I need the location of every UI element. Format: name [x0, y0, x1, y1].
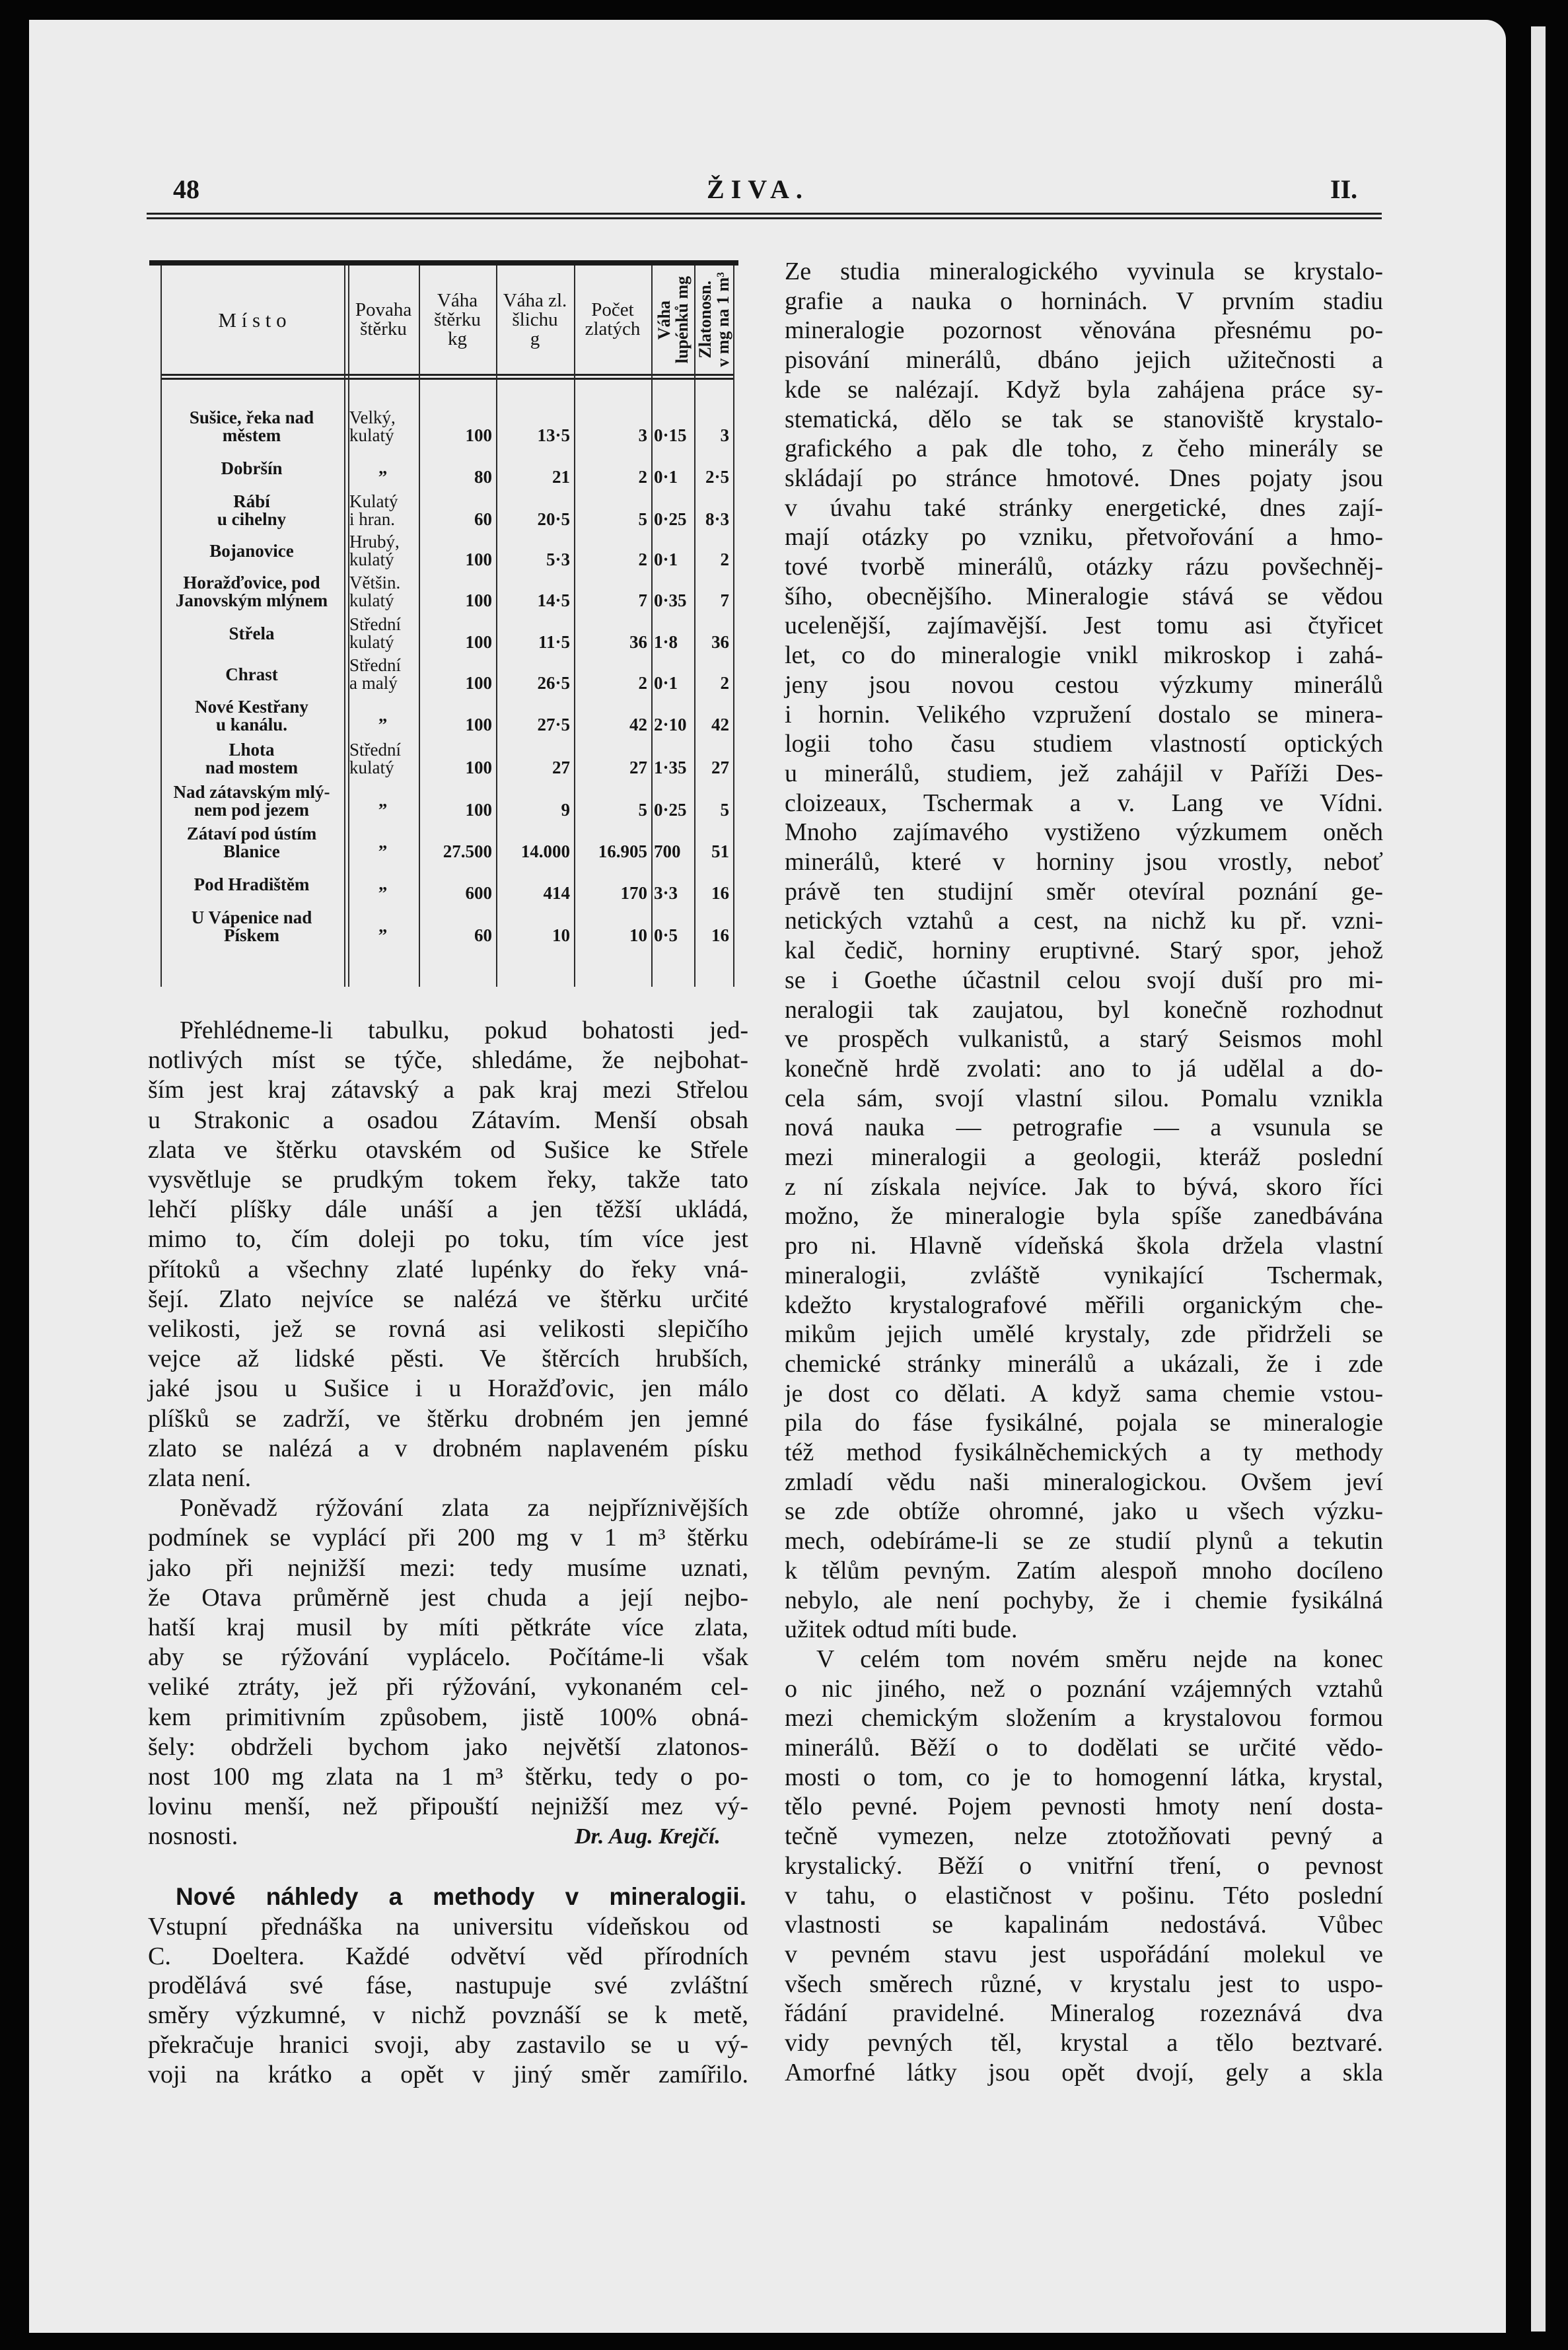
text-line: nebylo, ale není pochyby, že i chemie fysikálná	[785, 1586, 1383, 1614]
table-cell-location: Lhota nad mostem	[205, 740, 299, 777]
table-cell: 5	[638, 509, 647, 529]
table-cell-location: Zátaví pod ústím Blanice	[186, 824, 317, 861]
table-cell: 21	[552, 467, 570, 487]
text-line: kde se nalézají. Když byla zahájena práce sy-	[785, 375, 1383, 404]
table-cell: ”	[378, 800, 388, 820]
text-line: neralogii tak zaujatou, byl konečně rozhodnut	[785, 995, 1383, 1024]
text-line: zlata není.	[148, 1464, 252, 1492]
text-line: z ní získala nejvíce. Jak to bývá, skoro říci	[785, 1172, 1383, 1201]
text-line: mají otázky po vzniku, přetvořování a hmo-	[785, 523, 1383, 552]
table-cell: 100	[465, 632, 492, 652]
text-line: mosti o tom, co je to homogenní látka, krystal,	[785, 1763, 1383, 1791]
text-line: kdežto krystalografové měřili organickým che-	[785, 1291, 1383, 1319]
text-line: mezi chemickým složením a krystalovou formou	[785, 1704, 1383, 1732]
table-cell: 414	[543, 883, 570, 903]
text-line: jako při nejnižší mezi: tedy musíme uznati,	[148, 1553, 748, 1582]
table-cell: 0·1	[654, 467, 678, 487]
text-line: mineralogii, zvláště vynikající Tschermak,	[785, 1261, 1383, 1289]
text-line: netických vztahů a cest, na nichž ku př. vzni-	[785, 907, 1383, 935]
table-cell: 27	[711, 758, 729, 777]
text-line: vejce až lidské pěsti. Ve štěrcích hrubších,	[148, 1345, 748, 1373]
text-line: velikosti, jež se rovná asi velikosti slepičího	[148, 1315, 748, 1343]
text-line: Přehlédneme-li tabulku, pokud bohatosti jed-	[180, 1016, 748, 1044]
table-cell: 5	[720, 800, 729, 820]
table-header-cell: M í s t o	[218, 308, 287, 332]
table-cell: 16	[711, 883, 729, 903]
table-cell: 0·35	[654, 590, 687, 610]
page-edge-strip	[1531, 26, 1546, 2332]
table-cell: 27·5	[537, 715, 570, 734]
table-cell: ”	[378, 883, 388, 903]
table-cell: ”	[378, 925, 388, 945]
text-line: logii toho času studiem vlastností optických	[785, 730, 1383, 758]
table-cell-location: Rábí u cihelny	[217, 491, 287, 529]
text-line: kem primitivním způsobem, jistě 100% obná-	[148, 1703, 748, 1731]
table-cell: 100	[465, 550, 492, 569]
table-cell: 100	[465, 425, 492, 445]
table-cell-location: Sušice, řeka nad městem	[189, 408, 314, 445]
text-line: zmladí vědu naši mineralogickou. Ovšem jeví	[785, 1468, 1383, 1496]
table-cell: ”	[378, 715, 388, 734]
text-line: jeny jsou novou cestou výzkumy minerálů	[785, 670, 1383, 699]
text-line: též method fysikálněchemických a ty methody	[785, 1439, 1383, 1466]
table-cell: 7	[720, 590, 729, 610]
table-cell: 60	[474, 925, 492, 945]
table-cell: 2	[720, 673, 729, 693]
text-line: voji na krátko a opět v jiný směr zamířilo.	[148, 2060, 748, 2088]
table-cell: 42	[711, 715, 729, 734]
text-line: právě ten studijní směr otevíral poznání ge-	[785, 877, 1383, 906]
text-line: v úvahu také stránky energetické, dnes zají-	[785, 493, 1383, 522]
table-cell: 2·10	[654, 715, 687, 734]
text-line: u Strakonic a osadou Zátavím. Menší obsah	[148, 1106, 748, 1134]
table-cell: 2	[638, 550, 647, 569]
text-line: je dost co dělati. A když sama chemie vstou-	[785, 1379, 1383, 1407]
table-cell: 2	[638, 467, 647, 487]
text-line: překračuje hranici svoji, aby zastavilo se u vý-	[148, 2030, 748, 2059]
text-line: minerálů. Běží o to dodělati se určité vědo-	[785, 1734, 1383, 1762]
text-line: jaké jsou u Sušice i u Horažďovic, jen málo	[148, 1374, 748, 1403]
table-cell: 1·35	[654, 758, 687, 777]
text-line: hatší kraj musil by míti pětkráte více zlata,	[148, 1614, 748, 1641]
text-line: notlivých míst se týče, shledáme, že nejbohat-	[148, 1046, 748, 1075]
text-line: vidy pevných těl, krystal a tělo beztvaré.	[785, 2029, 1383, 2057]
table-cell: 16	[711, 925, 729, 945]
text-line: všech směrech různé, v krystalu jest to uspo-	[785, 1970, 1383, 1998]
text-line: že Otava průměrně jest chuda a její nejbo-	[148, 1583, 748, 1612]
text-line: ucelenější, zajímavější. Jest tomu asi čtyřicet	[785, 612, 1383, 640]
text-line: stematická, dělo se tak se stanoviště krystalo-	[785, 405, 1383, 433]
text-line: V celém tom novém směru nejde na konec	[816, 1645, 1383, 1673]
text-line: pisování minerálů, dbáno jejich užitečnosti a	[785, 346, 1383, 374]
table-cell: 0·25	[654, 800, 687, 820]
table-cell: 0·1	[654, 673, 678, 693]
table-cell: 3	[638, 425, 647, 445]
table-cell: 700	[654, 841, 681, 861]
table-cell: 9	[561, 800, 570, 820]
text-line: v tahu, o elastičnost v pošinu. Této poslední	[785, 1881, 1383, 1909]
table-cell: 14.000	[520, 841, 570, 861]
text-line: ším jest kraj zátavský a pak kraj mezi Střelou	[148, 1076, 748, 1104]
text-line: grafie a nauka o horninách. V prvním stadiu	[785, 287, 1383, 315]
table-cell: 8·3	[705, 509, 729, 529]
table-cell: 3	[720, 425, 729, 445]
text-line: let, co do mineralogie vnikl mikroskop i zahá-	[785, 641, 1383, 670]
header-rule	[147, 213, 1382, 219]
table-cell: 26·5	[537, 673, 570, 693]
text-line: k tělům pevným. Zatím alespoň mnoho docíleno	[785, 1556, 1383, 1584]
text-line: řádání pravidelné. Mineralog rozeznává dva	[785, 1999, 1383, 2028]
text-line: o nic jiného, než o poznání vzájemných vztahů	[785, 1674, 1383, 1703]
text-line: lovinu menší, než připouští nejnižší mez vý-	[148, 1793, 748, 1821]
text-line: grafického a pak dle toho, z čeho minerály se	[785, 435, 1383, 463]
text-line: podmínek se vyplácí při 200 mg v 1 m³ štěrku	[148, 1524, 748, 1552]
table-cell: 0·25	[654, 509, 687, 529]
text-line: prodělává své fáse, nastupuje své zvláštní	[148, 1972, 748, 2000]
table-header-cell: Počet zlatých	[585, 299, 641, 339]
table-header-label: Váha lupénků mg	[654, 275, 692, 364]
text-line: Poněvadž rýžování zlata za nejpříznivějších	[180, 1494, 748, 1522]
table-cell: 7	[638, 590, 647, 610]
text-line: mikům jejich umělé krystaly, zde přidrželi se	[785, 1320, 1383, 1349]
table-cell-location: Pod Hradištěm	[194, 874, 310, 894]
table-cell-location: Nové Kestřany u kanálu.	[195, 697, 308, 734]
text-line: pila do fáse fysikálné, pojala se mineralogie	[785, 1409, 1383, 1437]
text-line: tové tvorbě minerálů, otázky rázu povšechněj-	[785, 553, 1383, 581]
table-cell-location: Horažďovice, pod Janovským mlýnem	[175, 573, 328, 610]
text-line: se i Goethe účastnil celou svojí duší pro mi-	[785, 966, 1383, 994]
text-line: krystalický. Běží o vnitřní tření, o pevnost	[785, 1851, 1383, 1880]
text-line: lehčí plíšky dále unáší a jen těžší ukládá,	[148, 1195, 748, 1224]
text-line: i hornin. Velikého vzpružení dostalo se minera-	[785, 700, 1383, 729]
text-line: ve prospěch vulkanistů, a starý Seismos mohl	[785, 1025, 1383, 1053]
table-cell: 27.500	[443, 841, 492, 861]
text-line: mimo to, čím doleji po toku, tím více jest	[148, 1225, 748, 1254]
text-line: se zde obtíže ohromné, jako u všech výzku-	[785, 1497, 1383, 1526]
text-line: mineralogie pozornost věnována přesnému po-	[785, 316, 1383, 345]
text-line: tělo pevné. Pojem pevnosti hmoty není dosta-	[785, 1793, 1383, 1821]
table-cell: 100	[465, 715, 492, 734]
text-line: nost 100 mg zlata na 1 m³ štěrku, tedy o po-	[148, 1763, 748, 1791]
table-cell: 27	[552, 758, 570, 777]
text-line: nová nauka — petrografie — a vsunula se	[785, 1114, 1383, 1142]
article-heading: Nové náhledy a methody v mineralogii.	[176, 1883, 746, 1910]
table-cell: ”	[378, 841, 388, 861]
text-line: vysvětluje se prudkým tokem řeky, takže tato	[148, 1166, 748, 1193]
table-header-cell: Váha zl. šlichu g	[503, 289, 567, 349]
table-cell: 5·3	[546, 550, 570, 569]
text-line: nosnosti.	[148, 1822, 238, 1851]
text-line: možno, že mineralogie byla spíše zanedbávána	[785, 1202, 1383, 1230]
table-cell: 51	[711, 841, 729, 861]
table-cell: Střední kulatý	[349, 614, 401, 652]
text-line: směry výzkumné, v nichž povznáší se k metě,	[148, 2001, 748, 2030]
text-line: C. Doeltera. Každé odvětví věd přírodních	[148, 1942, 748, 1970]
table-cell: 100	[465, 673, 492, 693]
table-cell: 600	[465, 883, 492, 903]
table-cell: Velký, kulatý	[349, 408, 396, 445]
text-line: šejí. Zlato nejvíce se nalézá ve štěrku určité	[148, 1285, 748, 1313]
text-line: cloizeaux, Tschermak a v. Lang ve Vídni.	[785, 789, 1383, 817]
text-line: přítoků a všechny zlaté lupénky do řeky vná-	[148, 1255, 748, 1283]
table-cell: Střední a malý	[349, 655, 401, 693]
table-cell: 2	[720, 550, 729, 569]
text-line: chemické stránky minerálů a ukázali, že i zde	[785, 1349, 1383, 1378]
table-cell: 2	[638, 673, 647, 693]
table-cell: 100	[465, 800, 492, 820]
text-line: tečně vymezen, nelze ztotožňovati pevný a	[785, 1822, 1383, 1851]
table-cell: 16.905	[598, 841, 647, 861]
text-line: Amorfné látky jsou opět dvojí, gely a skla	[785, 2058, 1383, 2086]
table-cell: 100	[465, 590, 492, 610]
table-cell: 5	[638, 800, 647, 820]
table-cell: 0·15	[654, 425, 687, 445]
text-line: mezi mineralogii a geologii, kteráž poslední	[785, 1143, 1383, 1171]
table-cell: Kulatý i hran.	[349, 491, 398, 529]
text-line: Ze studia mineralogického vyvinula se krystalo-	[785, 258, 1383, 285]
text-line: skládají po stránce hmotové. Dnes pojaty jsou	[785, 464, 1383, 492]
text-line: vlastnosti se kapalinám nedostává. Vůbec	[785, 1911, 1383, 1939]
journal-title: ŽIVA.	[707, 174, 809, 204]
table-cell: Střední kulatý	[349, 740, 401, 777]
text-line: konečně hrdě zvolati: ano to já udělal a do-	[785, 1054, 1383, 1083]
table-cell-location: Bojanovice	[209, 540, 294, 561]
table-cell-location: Střela	[229, 623, 275, 643]
table-cell: 36	[629, 632, 647, 652]
text-line: mech, odebíráme-li se ze studií plynů a tekutin	[785, 1527, 1383, 1555]
author-signature: Dr. Aug. Krejčí.	[575, 1824, 721, 1849]
table-cell: 100	[465, 758, 492, 777]
table-top-rule	[149, 260, 738, 266]
table-header-cell: Váha štěrku kg	[434, 289, 481, 349]
text-line: Mnoho zajímavého vystiženo výzkumem oněch	[785, 818, 1383, 847]
volume-number: II.	[1330, 174, 1358, 204]
table-cell: 3·3	[654, 883, 678, 903]
text-line: cela sám, svojí vlastní silou. Pomalu vznikla	[785, 1084, 1383, 1112]
text-line: zlata ve štěrku otavském od Sušice ke Střele	[148, 1135, 748, 1164]
text-line: šely: obdrželi bychom jako největší zlatonos-	[148, 1732, 748, 1761]
text-line: minerálů, které v horniny jsou vrostly, neboť	[785, 848, 1383, 876]
table-cell-location: U Vápenice nad Pískem	[191, 908, 312, 945]
table-cell: 27	[629, 758, 647, 777]
table-cell: 14·5	[537, 590, 570, 610]
table-cell: 0·5	[654, 925, 678, 945]
text-line: zlato se nalézá a v drobném naplaveném písku	[148, 1434, 748, 1462]
table-column-divider	[344, 266, 345, 987]
text-line: veliké ztráty, jež při rýžování, vykonaném cel-	[148, 1673, 748, 1701]
table-cell: 60	[474, 509, 492, 529]
table-cell: 13·5	[537, 425, 570, 445]
text-line: kal čedič, horniny eruptivné. Starý spor, jehož	[785, 937, 1383, 965]
page-number: 48	[173, 174, 199, 204]
table-header-cell: Povaha štěrku	[355, 299, 412, 339]
text-line: pro ni. Hlavně vídeňská škola držela vlastní	[785, 1232, 1383, 1260]
table-cell: 0·1	[654, 550, 678, 569]
text-line: Vstupní přednáška na universitu vídeňskou od	[148, 1913, 748, 1941]
text-line: plíšků se zadrží, ve štěrku drobném jen jemné	[148, 1404, 748, 1433]
table-column-divider	[733, 266, 734, 987]
table-cell: Hrubý, kulatý	[349, 532, 400, 569]
text-line: užitek odtud míti bude.	[785, 1616, 1018, 1644]
table-cell: 80	[474, 467, 492, 487]
table-cell-location: Chrast	[225, 664, 278, 684]
table-cell: 42	[629, 715, 647, 734]
table-header-cell	[651, 266, 694, 374]
table-cell: 10	[629, 925, 647, 945]
table-cell: ”	[378, 467, 388, 487]
table-cell-location: Dobršín	[221, 458, 283, 478]
table-cell: 170	[620, 883, 647, 903]
text-line: aby se rýžování vyplácelo. Počítáme-li však	[148, 1643, 748, 1672]
table-cell: 10	[552, 925, 570, 945]
table-header-label: Zlatonosn. v mg na 1 m³	[695, 272, 732, 367]
table-cell: 11·5	[538, 632, 570, 652]
table-header-rule	[160, 374, 733, 380]
table-cell: Většin. kulatý	[349, 573, 401, 610]
text-line: šího, obecnějšího. Mineralogie stává se vědou	[785, 582, 1383, 610]
table-cell: 36	[711, 632, 729, 652]
table-cell-location: Nad zátavským mlý- nem pod jezem	[173, 782, 330, 820]
table-cell: 2·5	[705, 467, 729, 487]
text-line: u minerálů, studiem, jež zahájil v Paříži Des-	[785, 759, 1383, 787]
text-line: v pevném stavu jest uspořádání molekul ve	[785, 1940, 1383, 1968]
table-cell: 20·5	[537, 509, 570, 529]
table-cell: 1·8	[654, 632, 678, 652]
table-header-cell	[694, 266, 733, 374]
